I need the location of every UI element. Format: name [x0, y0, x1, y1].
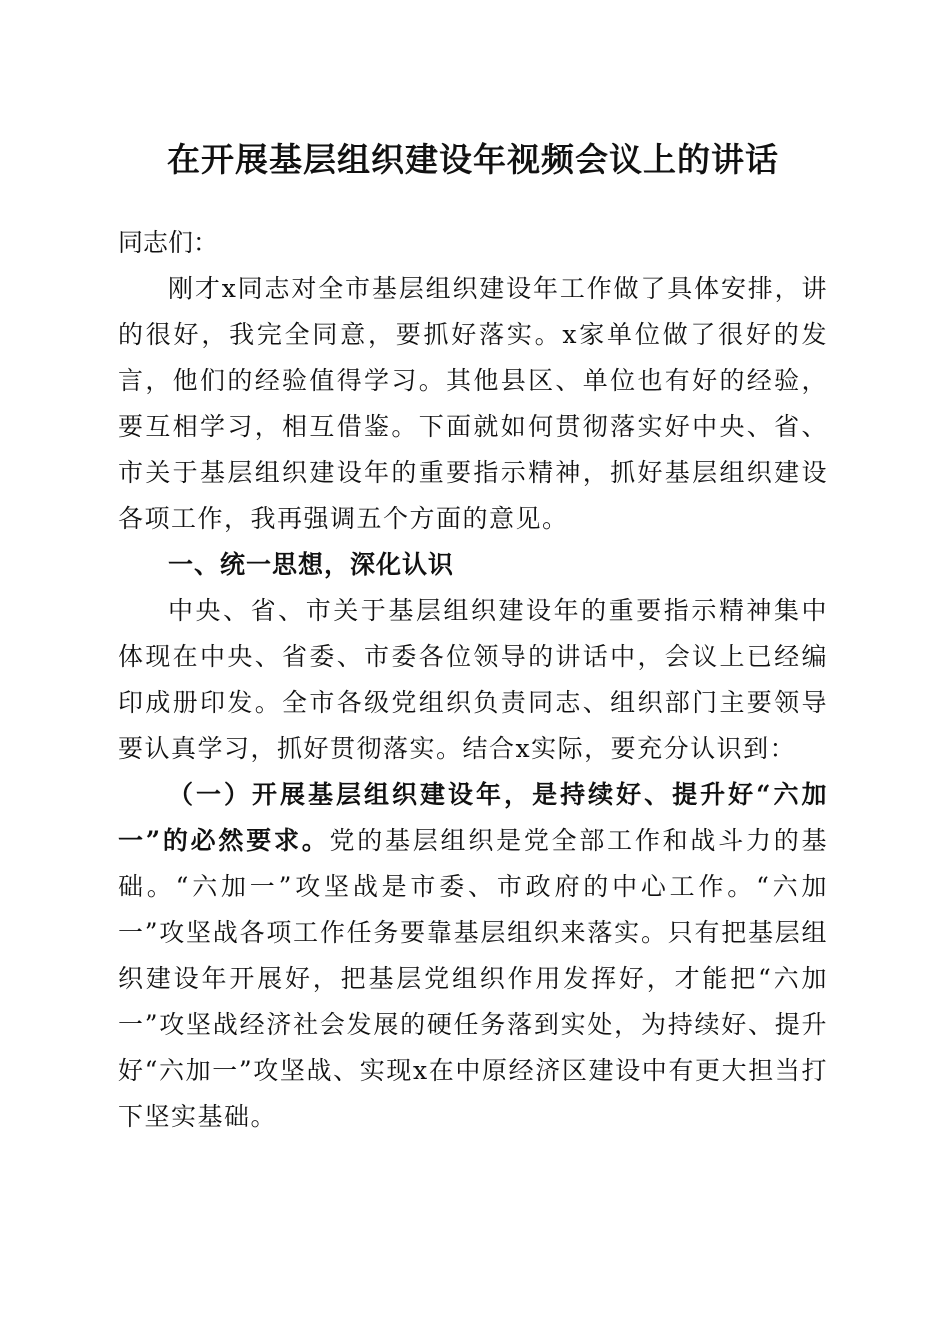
point-1-lead: （一）开展基层组织建设年，是持续好、提升好“六加一”的必然要求。	[118, 780, 828, 855]
point-1-body: 党的基层组织是党全部工作和战斗力的基础。“六加一”攻坚战是市委、市政府的中心工作。“六加一”攻坚战各项工作任务要靠基层组织来落实。只有把基层组织建设年开展好，把基层党组织作用发挥好，才能把“六加一”攻坚战经济社会发展的硬任务落到实处，为持续好、提升好“六加一”攻坚战、实现x在中原经济区建设中有更大担当打下坚实基础。	[118, 826, 828, 1131]
intro-paragraph: 刚才x同志对全市基层组织建设年工作做了具体安排，讲的很好，我完全同意，要抓好落实。x家单位做了很好的发言，他们的经验值得学习。其他县区、单位也有好的经验，要互相学习，相互借鉴。下面就如何贯彻落实好中央、省、市关于基层组织建设年的重要指示精神，抓好基层组织建设各项工作，我再强调五个方面的意见。	[118, 274, 828, 533]
document-title: 在开展基层组织建设年视频会议上的讲话	[167, 140, 779, 179]
greeting: 同志们：	[118, 228, 219, 257]
section-1-paragraph: 中央、省、市关于基层组织建设年的重要指示精神集中体现在中央、省委、市委各位领导的讲话中，会议上已经编印成册印发。全市各级党组织负责同志、组织部门主要领导要认真学习，抓好贯彻落实。结合x实际，要充分认识到：	[118, 596, 828, 763]
section-1-heading: 一、统一思想，深化认识	[168, 550, 455, 579]
point-1-paragraph	[118, 772, 828, 1140]
document-page	[118, 130, 828, 1140]
